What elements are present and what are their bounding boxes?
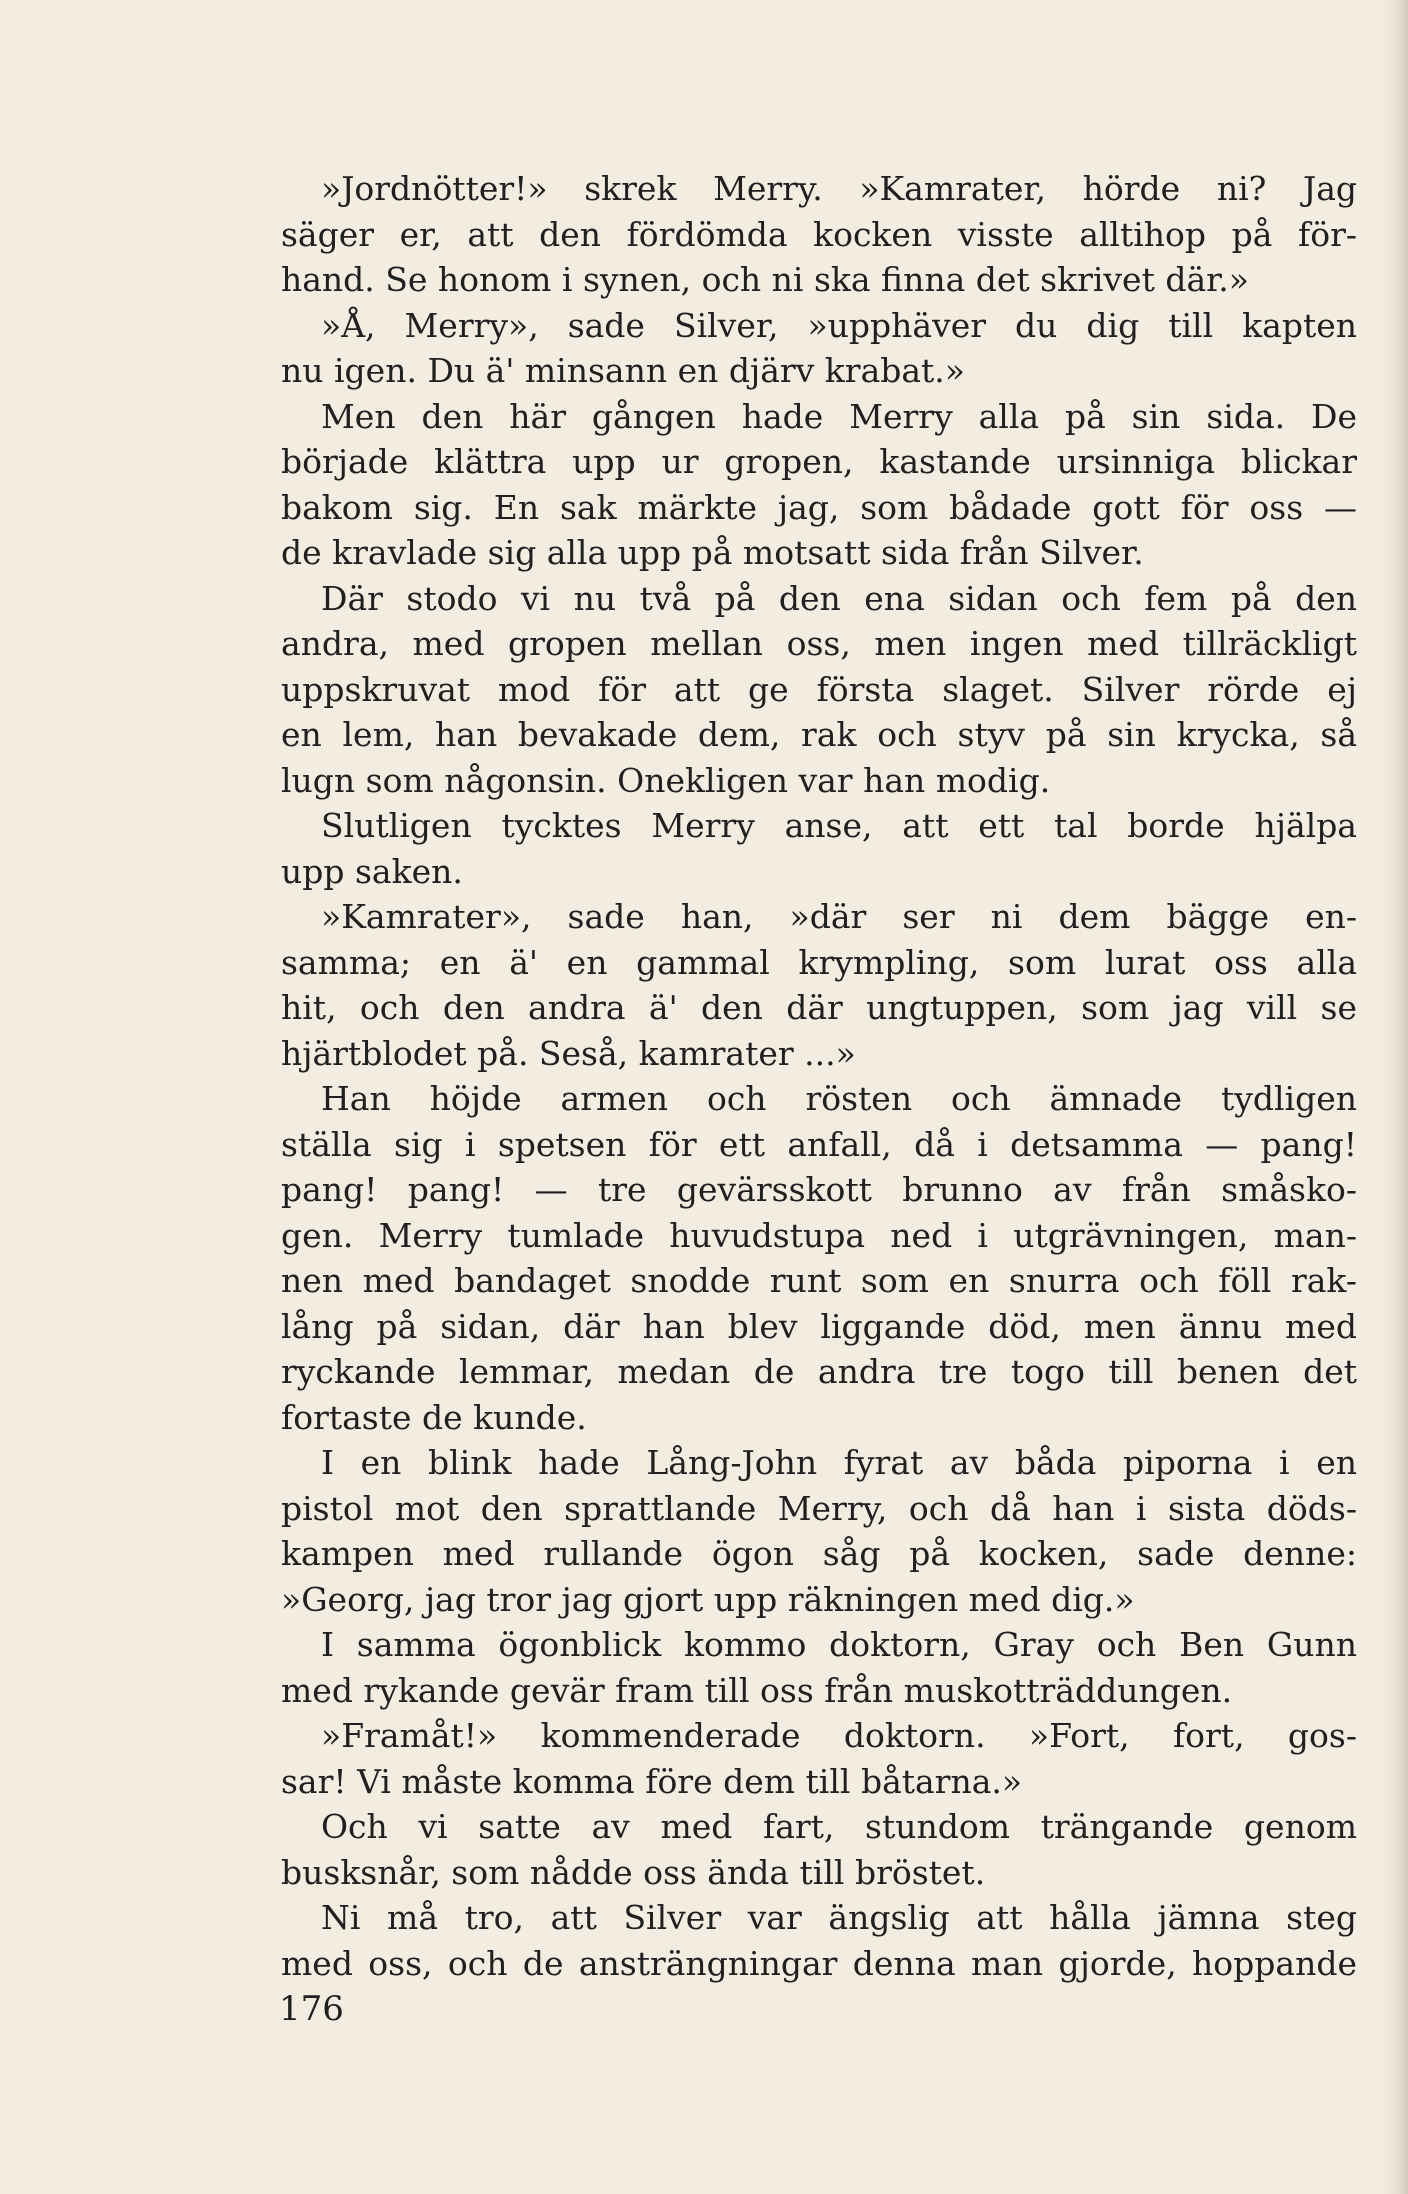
text-line: bakom sig. En sak märkte jag, som bådade gott för oss —: [281, 487, 1357, 527]
text-line: »Jordnötter!» skrek Merry. »Kamrater, hörde ni? Jag: [321, 169, 1357, 208]
text-line: säger er, att den fördömda kocken visste alltihop på för-: [281, 214, 1357, 254]
text-line: kampen med rullande ögon såg på kocken, sade denne:: [281, 1534, 1357, 1573]
text-line: Slutligen tycktes Merry anse, att ett tal borde hjälpa: [321, 806, 1357, 845]
text-line: med rykande gevär fram till oss från muskotträddungen.: [281, 1670, 1233, 1710]
text-line: lugn som någonsin. Onekligen var han modig.: [281, 760, 1051, 800]
text-line: hand. Se honom i synen, och ni ska finna det skrivet där.»: [281, 260, 1249, 299]
text-line: ryckande lemmar, medan de andra tre togo till benen det: [281, 1352, 1357, 1391]
text-line: ställa sig i spetsen för ett anfall, då i detsamma — pang!: [281, 1124, 1357, 1164]
page-number: 176: [279, 1989, 344, 2029]
text-line: Ni må tro, att Silver var ängslig att hålla jämna steg: [321, 1898, 1357, 1937]
text-line: lång på sidan, där han blev liggande död, men ännu med: [281, 1306, 1357, 1346]
text-line: sar! Vi måste komma före dem till båtarna.»: [281, 1761, 1023, 1801]
text-line: fortaste de kunde.: [281, 1397, 587, 1437]
text-line: »Georg, jag tror jag gjort upp räkningen med dig.»: [281, 1579, 1135, 1619]
text-line: med oss, och de ansträngningar denna man gjorde, hoppande: [281, 1943, 1357, 1983]
text-line: nen med bandaget snodde runt som en snurra och föll rak-: [281, 1261, 1357, 1300]
text-line: gen. Merry tumlade huvudstupa ned i utgrävningen, man-: [281, 1215, 1357, 1255]
text-line: hit, och den andra ä' den där ungtuppen, som jag vill se: [281, 988, 1357, 1027]
text-line: började klättra upp ur gropen, kastande ursinniga blickar: [281, 442, 1357, 481]
text-line: »Kamrater», sade han, »där ser ni dem bägge en-: [321, 897, 1357, 936]
text-line: »Framåt!» kommenderade doktorn. »Fort, fort, gos-: [321, 1716, 1357, 1755]
text-line: upp saken.: [281, 851, 463, 891]
text-line: uppskruvat mod för att ge första slaget. Silver rörde ej: [281, 669, 1357, 709]
text-line: I en blink hade Lång-John fyrat av båda piporna i en: [321, 1443, 1357, 1482]
text-line: busksnår, som nådde oss ända till bröstet.: [281, 1852, 986, 1892]
text-line: Men den här gången hade Merry alla på sin sida. De: [321, 396, 1357, 436]
text-line: pistol mot den sprattlande Merry, och då han i sista döds-: [281, 1488, 1357, 1528]
text-line: »Å, Merry», sade Silver, »upphäver du dig till kapten: [321, 305, 1357, 345]
page-gutter-shadow: [1382, 0, 1408, 2194]
text-line: hjärtblodet på. Seså, kamrater ...»: [281, 1033, 856, 1073]
text-line: nu igen. Du ä' minsann en djärv krabat.»: [281, 351, 965, 390]
text-line: Där stodo vi nu två på den ena sidan och fem på den: [321, 578, 1357, 618]
text-line: I samma ögonblick kommo doktorn, Gray och Ben Gunn: [321, 1625, 1357, 1664]
text-line: samma; en ä' en gammal krympling, som lurat oss alla: [281, 942, 1357, 982]
page-text: [281, 166, 1357, 1986]
text-line: en lem, han bevakade dem, rak och styv på sin krycka, så: [281, 715, 1357, 754]
text-line: Han höjde armen och rösten och ämnade tydligen: [321, 1079, 1357, 1118]
text-line: de kravlade sig alla upp på motsatt sida från Silver.: [281, 533, 1144, 572]
text-line: andra, med gropen mellan oss, men ingen med tillräckligt: [281, 624, 1357, 663]
text-line: pang! pang! — tre gevärsskott brunno av från småsko-: [281, 1170, 1357, 1209]
text-line: Och vi satte av med fart, stundom trängande genom: [321, 1807, 1357, 1846]
